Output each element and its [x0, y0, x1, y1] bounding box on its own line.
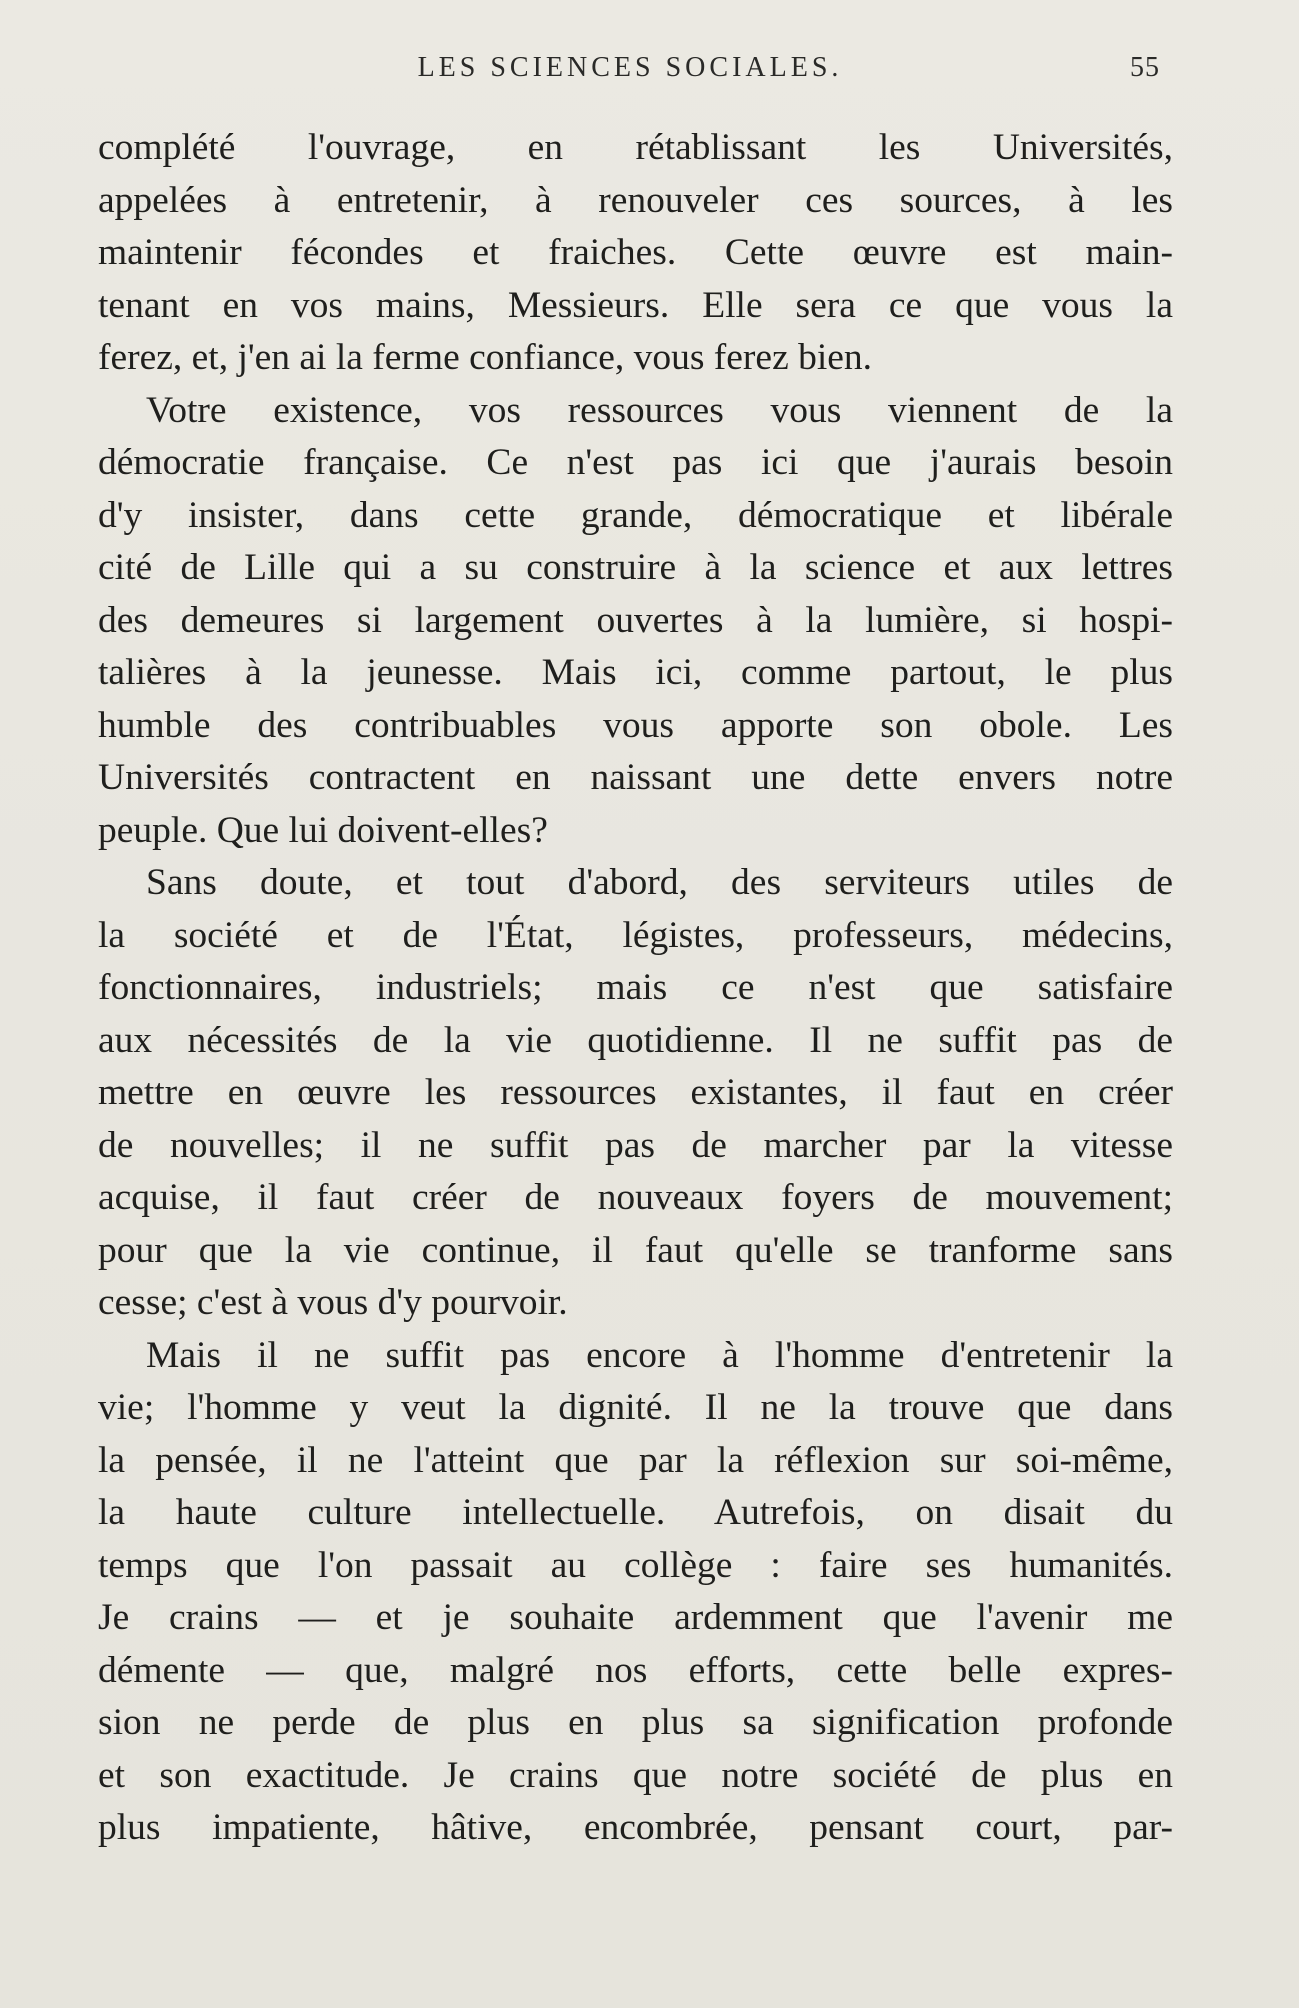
- text-line: Je crains — et je souhaite ardemment que l'avenir me: [98, 1597, 1173, 1638]
- text-line: Universités contractent en naissant une dette envers notre: [98, 757, 1173, 798]
- text-line: Mais il ne suffit pas encore à l'homme d'entretenir la: [146, 1334, 1173, 1376]
- text-line: la haute culture intellectuelle. Autrefois, on disait du: [98, 1492, 1173, 1533]
- text-line: mettre en œuvre les ressources existantes, il faut en créer: [98, 1072, 1173, 1113]
- text-line: complété l'ouvrage, en rétablissant les Universités,: [98, 127, 1173, 168]
- text-line: peuple. Que lui doivent-elles?: [98, 809, 548, 851]
- text-line: acquise, il faut créer de nouveaux foyers de mouvement;: [98, 1177, 1173, 1218]
- text-line: la société et de l'État, légistes, professeurs, médecins,: [98, 914, 1173, 956]
- text-line: de nouvelles; il ne suffit pas de marcher par la vitesse: [98, 1124, 1173, 1166]
- running-title: LES SCIENCES SOCIALES.: [417, 52, 843, 83]
- text-line: démocratie française. Ce n'est pas ici que j'aurais besoin: [98, 442, 1173, 483]
- text-line: d'y insister, dans cette grande, démocratique et libérale: [98, 494, 1173, 536]
- text-line: pour que la vie continue, il faut qu'elle se tranforme sans: [98, 1229, 1173, 1271]
- text-line: Sans doute, et tout d'abord, des serviteurs utiles de: [146, 862, 1173, 903]
- text-line: talières à la jeunesse. Mais ici, comme partout, le plus: [98, 652, 1173, 693]
- text-line: temps que l'on passait au collège : faire ses humanités.: [98, 1544, 1173, 1586]
- text-line: tenant en vos mains, Messieurs. Elle sera ce que vous la: [98, 284, 1173, 326]
- text-line: appelées à entretenir, à renouveler ces sources, à les: [98, 179, 1173, 221]
- text-line: plus impatiente, hâtive, encombrée, pensant court, par-: [98, 1807, 1173, 1848]
- text-line: maintenir fécondes et fraiches. Cette œuvre est main-: [98, 232, 1173, 273]
- page-number: 55: [1130, 52, 1160, 83]
- body-text: [98, 122, 1173, 1855]
- running-head: [100, 50, 1160, 90]
- text-line: et son exactitude. Je crains que notre société de plus en: [98, 1754, 1173, 1796]
- text-line: humble des contribuables vous apporte son obole. Les: [98, 704, 1173, 746]
- text-line: ferez, et, j'en ai la ferme confiance, vous ferez bien.: [98, 337, 873, 378]
- text-line: démente — que, malgré nos efforts, cette belle expres-: [98, 1649, 1173, 1691]
- text-line: cité de Lille qui a su construire à la science et aux lettres: [98, 547, 1173, 588]
- text-line: cesse; c'est à vous d'y pourvoir.: [98, 1282, 568, 1323]
- text-line: vie; l'homme y veut la dignité. Il ne la trouve que dans: [98, 1387, 1173, 1428]
- text-line: aux nécessités de la vie quotidienne. Il ne suffit pas de: [98, 1019, 1173, 1061]
- text-line: des demeures si largement ouvertes à la lumière, si hospi-: [98, 599, 1173, 641]
- text-line: sion ne perde de plus en plus sa signification profonde: [98, 1702, 1173, 1743]
- text-line: Votre existence, vos ressources vous viennent de la: [146, 389, 1173, 431]
- text-line: fonctionnaires, industriels; mais ce n'est que satisfaire: [98, 967, 1173, 1008]
- text-line: la pensée, il ne l'atteint que par la réflexion sur soi-même,: [98, 1439, 1173, 1481]
